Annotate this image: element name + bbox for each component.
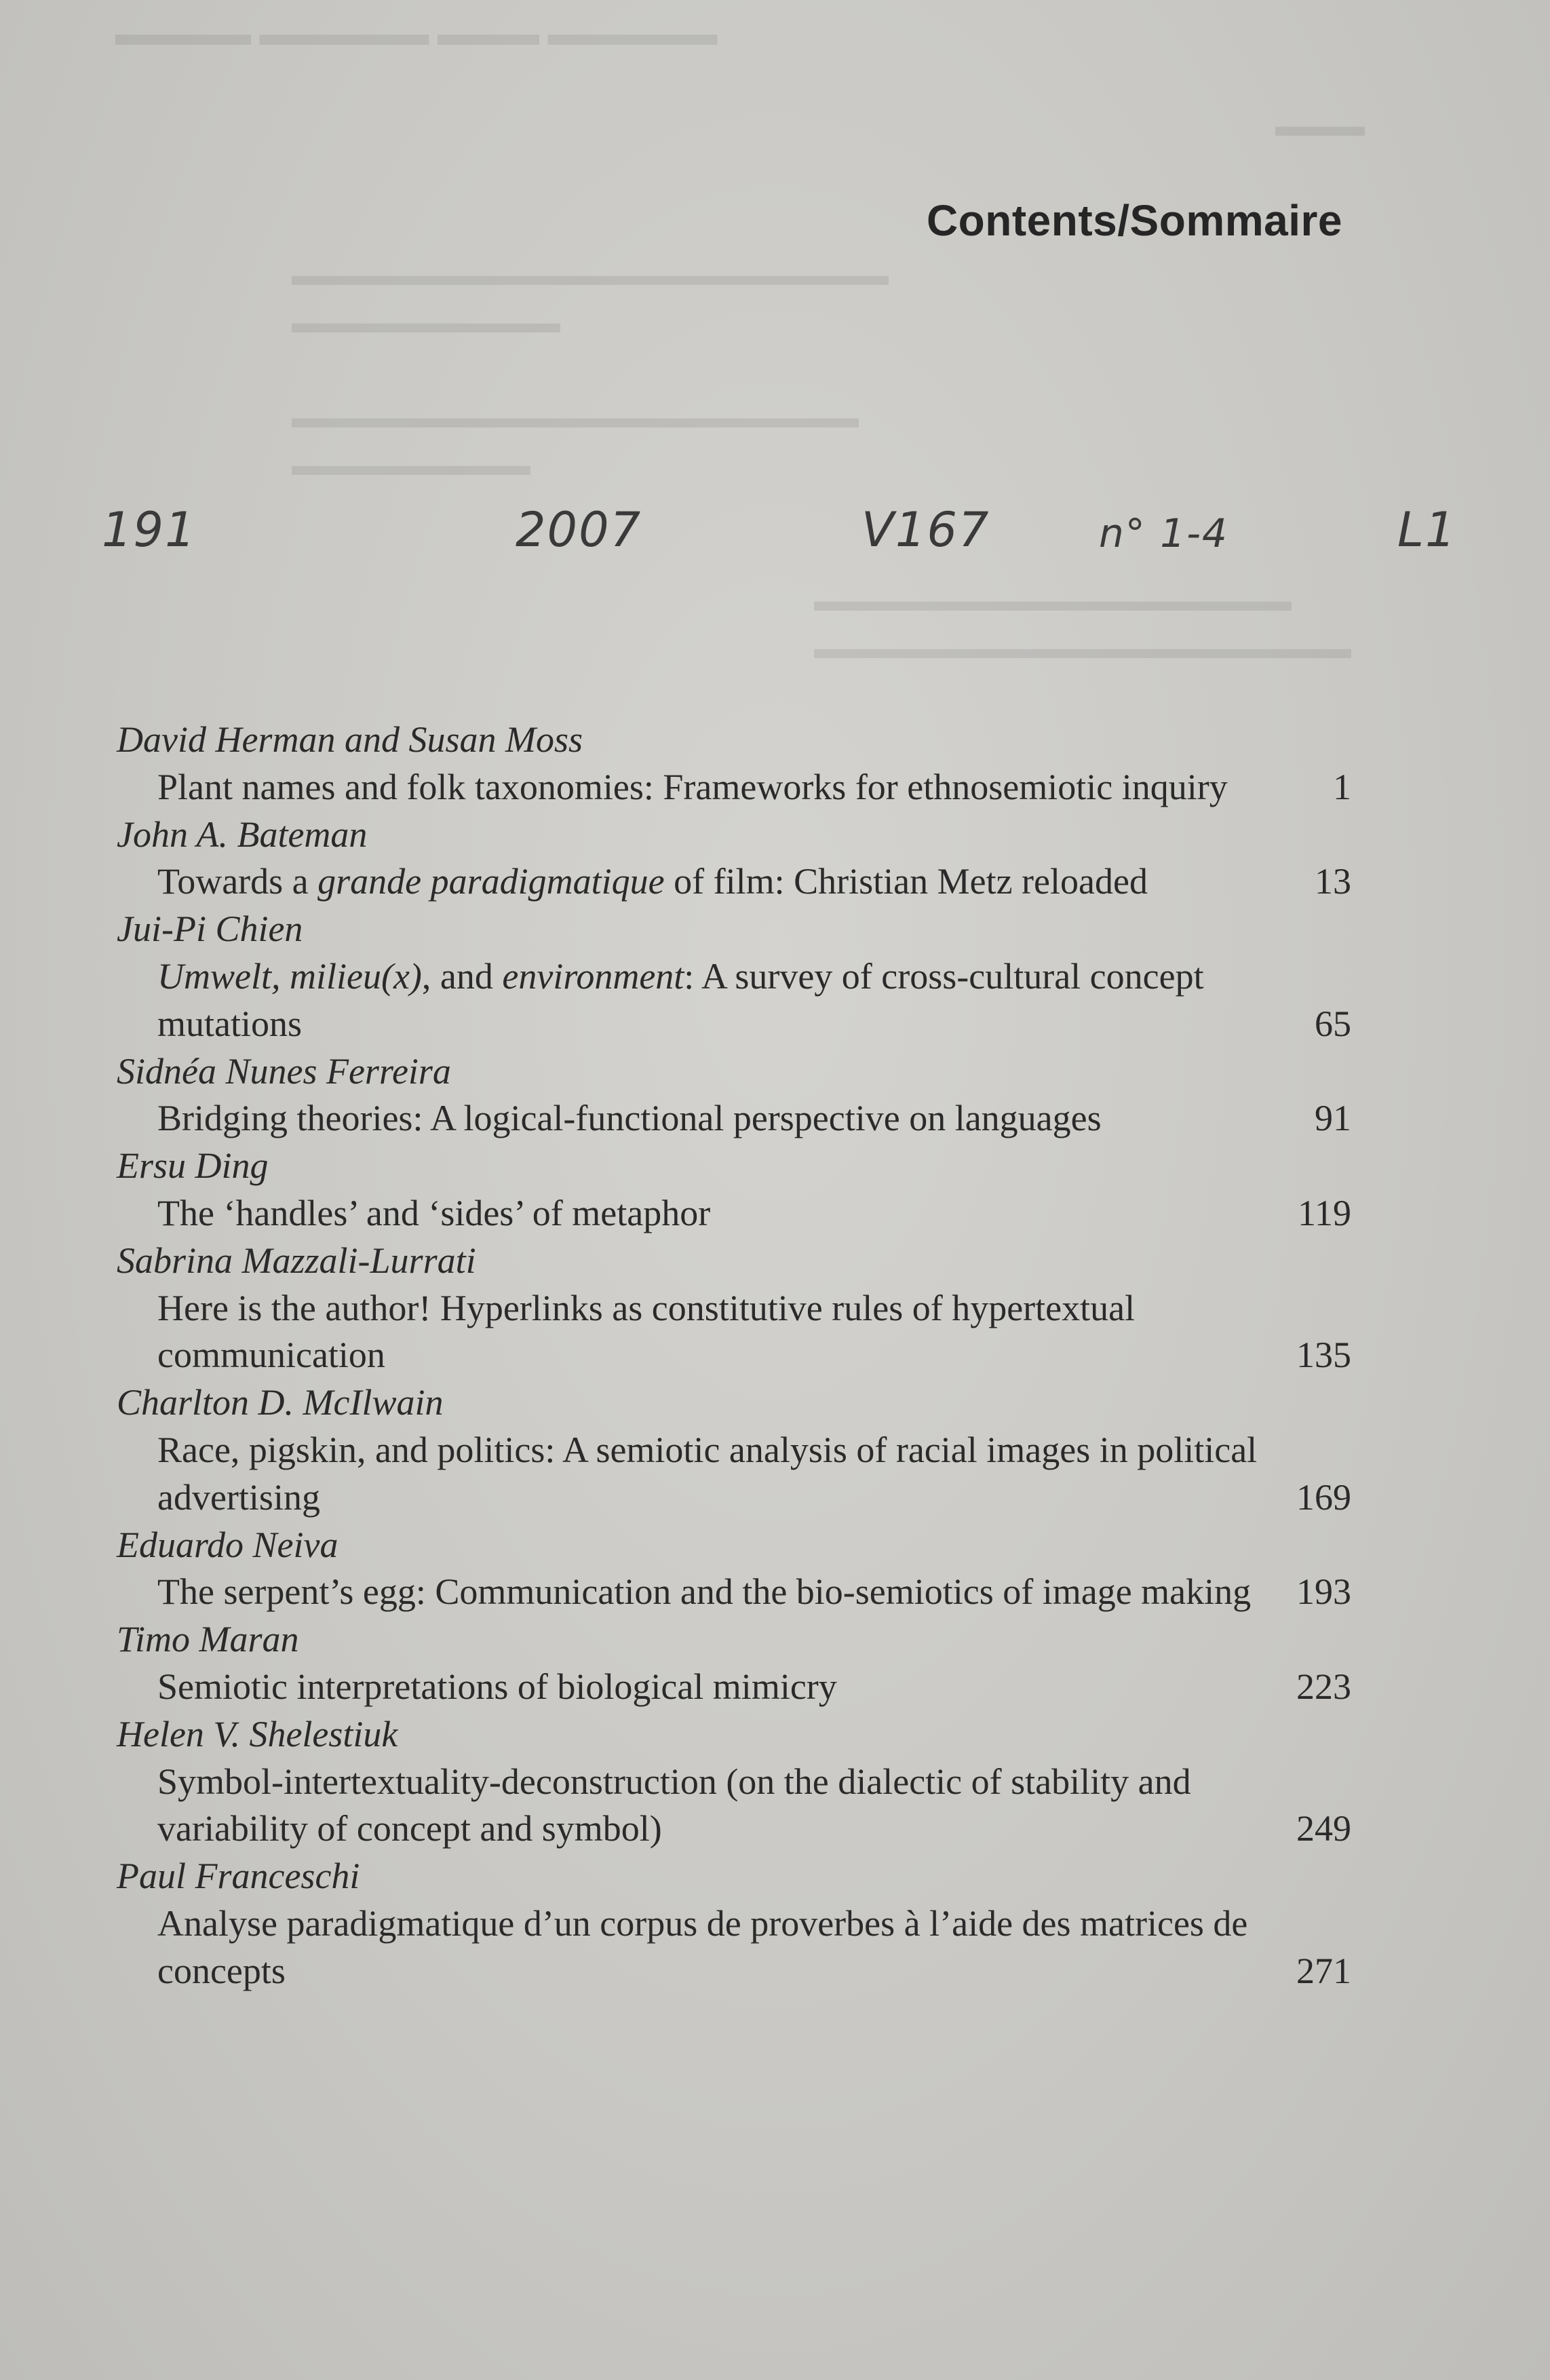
- entry-title-row: [117, 1759, 1351, 1854]
- entry-page-number: 91: [1315, 1098, 1351, 1139]
- title-part: of film: Christian Metz reloaded: [664, 861, 1148, 902]
- handwritten-volume: V167: [861, 502, 990, 558]
- entry-title: Semiotic interpretations of biological mimicry: [157, 1666, 837, 1707]
- toc-entry: [117, 811, 1351, 906]
- toc-entry: [117, 1522, 1351, 1617]
- entry-page-number: 249: [1296, 1808, 1351, 1849]
- entry-author: Ersu Ding: [117, 1145, 269, 1187]
- entry-author: John A. Bateman: [117, 813, 368, 855]
- toc-entry: [117, 1616, 1351, 1711]
- entry-page-number: 65: [1315, 1003, 1351, 1044]
- toc-entry: [117, 1143, 1351, 1237]
- entry-page-number: 119: [1298, 1192, 1351, 1233]
- entry-title: Analyse paradigmatique d’un corpus de proverbes à l’aide des matrices de concepts: [157, 1902, 1248, 1991]
- contents-heading: Contents/Sommaire: [926, 196, 1342, 245]
- entry-title-row: [117, 858, 1351, 906]
- entry-author: Timo Maran: [117, 1619, 299, 1660]
- entry-title-row: [117, 1427, 1351, 1522]
- handwritten-year: 2007: [516, 502, 642, 558]
- entry-author: David Herman and Susan Moss: [117, 719, 583, 760]
- entry-title-row: [117, 1664, 1351, 1711]
- entry-page-number: 169: [1296, 1476, 1351, 1518]
- entry-author: Paul Franceschi: [117, 1856, 360, 1897]
- title-part-italic: Umwelt, milieu(x): [157, 955, 422, 997]
- entry-title-row: [117, 1190, 1351, 1237]
- entry-author: Sabrina Mazzali-Lurrati: [117, 1240, 476, 1281]
- entry-title: [157, 858, 1270, 906]
- entry-title-row: [117, 1095, 1351, 1143]
- entry-page-number: 13: [1315, 861, 1351, 902]
- entry-author: Eduardo Neiva: [117, 1524, 338, 1565]
- entry-title: Bridging theories: A logical-functional perspective on languages: [157, 1098, 1102, 1139]
- entry-title: Symbol-intertextuality-deconstruction (on the dialectic of stability and variability of concept and symbol): [157, 1761, 1191, 1849]
- entry-title: Plant names and folk taxonomies: Frameworks for ethnosemiotic inquiry: [157, 766, 1228, 807]
- entry-title-row: [117, 1285, 1351, 1380]
- toc-entry: [117, 906, 1351, 1048]
- entry-page-number: 193: [1296, 1571, 1351, 1613]
- entry-title-row: [117, 1900, 1351, 1995]
- title-part-italic: grande paradigmatique: [317, 861, 665, 902]
- show-through-text: ▬▬▬▬ ▬▬▬▬▬ ▬▬▬ ▬▬▬▬▬ ▬▬▬ ▬▬▬▬▬▬▬▬▬▬▬▬▬▬▬▬▬▬▬▬ ▬▬▬▬▬▬▬▬▬ ▬▬▬▬▬▬▬▬▬▬▬▬▬▬▬▬▬▬▬ ▬▬▬▬▬▬▬▬ ▬▬▬▬▬▬▬▬▬▬▬▬▬▬▬▬ ▬▬▬▬▬▬▬▬▬▬▬▬▬▬▬▬▬▬: [115, 14, 1365, 665]
- entry-title: [157, 953, 1270, 1048]
- handwritten-location: L1: [1397, 502, 1457, 558]
- entry-author: Sidnéa Nunes Ferreira: [117, 1050, 451, 1092]
- toc-entry: [117, 716, 1351, 811]
- title-part-italic: environment: [502, 955, 684, 997]
- entry-title-row: [117, 953, 1351, 1048]
- entry-title: Race, pigskin, and politics: A semiotic analysis of racial images in political advertising: [157, 1429, 1258, 1518]
- handwritten-issue: n° 1-4: [1099, 510, 1228, 556]
- entry-title: Here is the author! Hyperlinks as constitutive rules of hypertextual communication: [157, 1287, 1136, 1376]
- handwritten-shelfmark: 191: [102, 502, 197, 558]
- entry-title-row: [117, 1569, 1351, 1616]
- toc-entry: [117, 1048, 1351, 1143]
- entry-author: Helen V. Shelestiuk: [117, 1713, 398, 1754]
- toc-entry: [117, 1711, 1351, 1853]
- entry-page-number: 1: [1333, 766, 1351, 807]
- table-of-contents: [117, 716, 1351, 1995]
- entry-title: The ‘handles’ and ‘sides’ of metaphor: [157, 1192, 711, 1233]
- entry-page-number: 223: [1296, 1666, 1351, 1707]
- title-part: , and: [421, 955, 503, 997]
- toc-entry: [117, 1379, 1351, 1521]
- title-part: : A survey of cross-cultural concept mutations: [157, 955, 1204, 1044]
- entry-title: The serpent’s egg: Communication and the bio-semiotics of image making: [157, 1571, 1252, 1613]
- entry-page-number: 271: [1296, 1950, 1351, 1991]
- entry-page-number: 135: [1296, 1335, 1351, 1376]
- toc-entry: [117, 1853, 1351, 1995]
- title-part: Towards a: [157, 861, 318, 902]
- toc-entry: [117, 1237, 1351, 1379]
- entry-author: Charlton D. McIlwain: [117, 1382, 444, 1423]
- entry-title-row: [117, 764, 1351, 811]
- entry-author: Jui-Pi Chien: [117, 908, 303, 950]
